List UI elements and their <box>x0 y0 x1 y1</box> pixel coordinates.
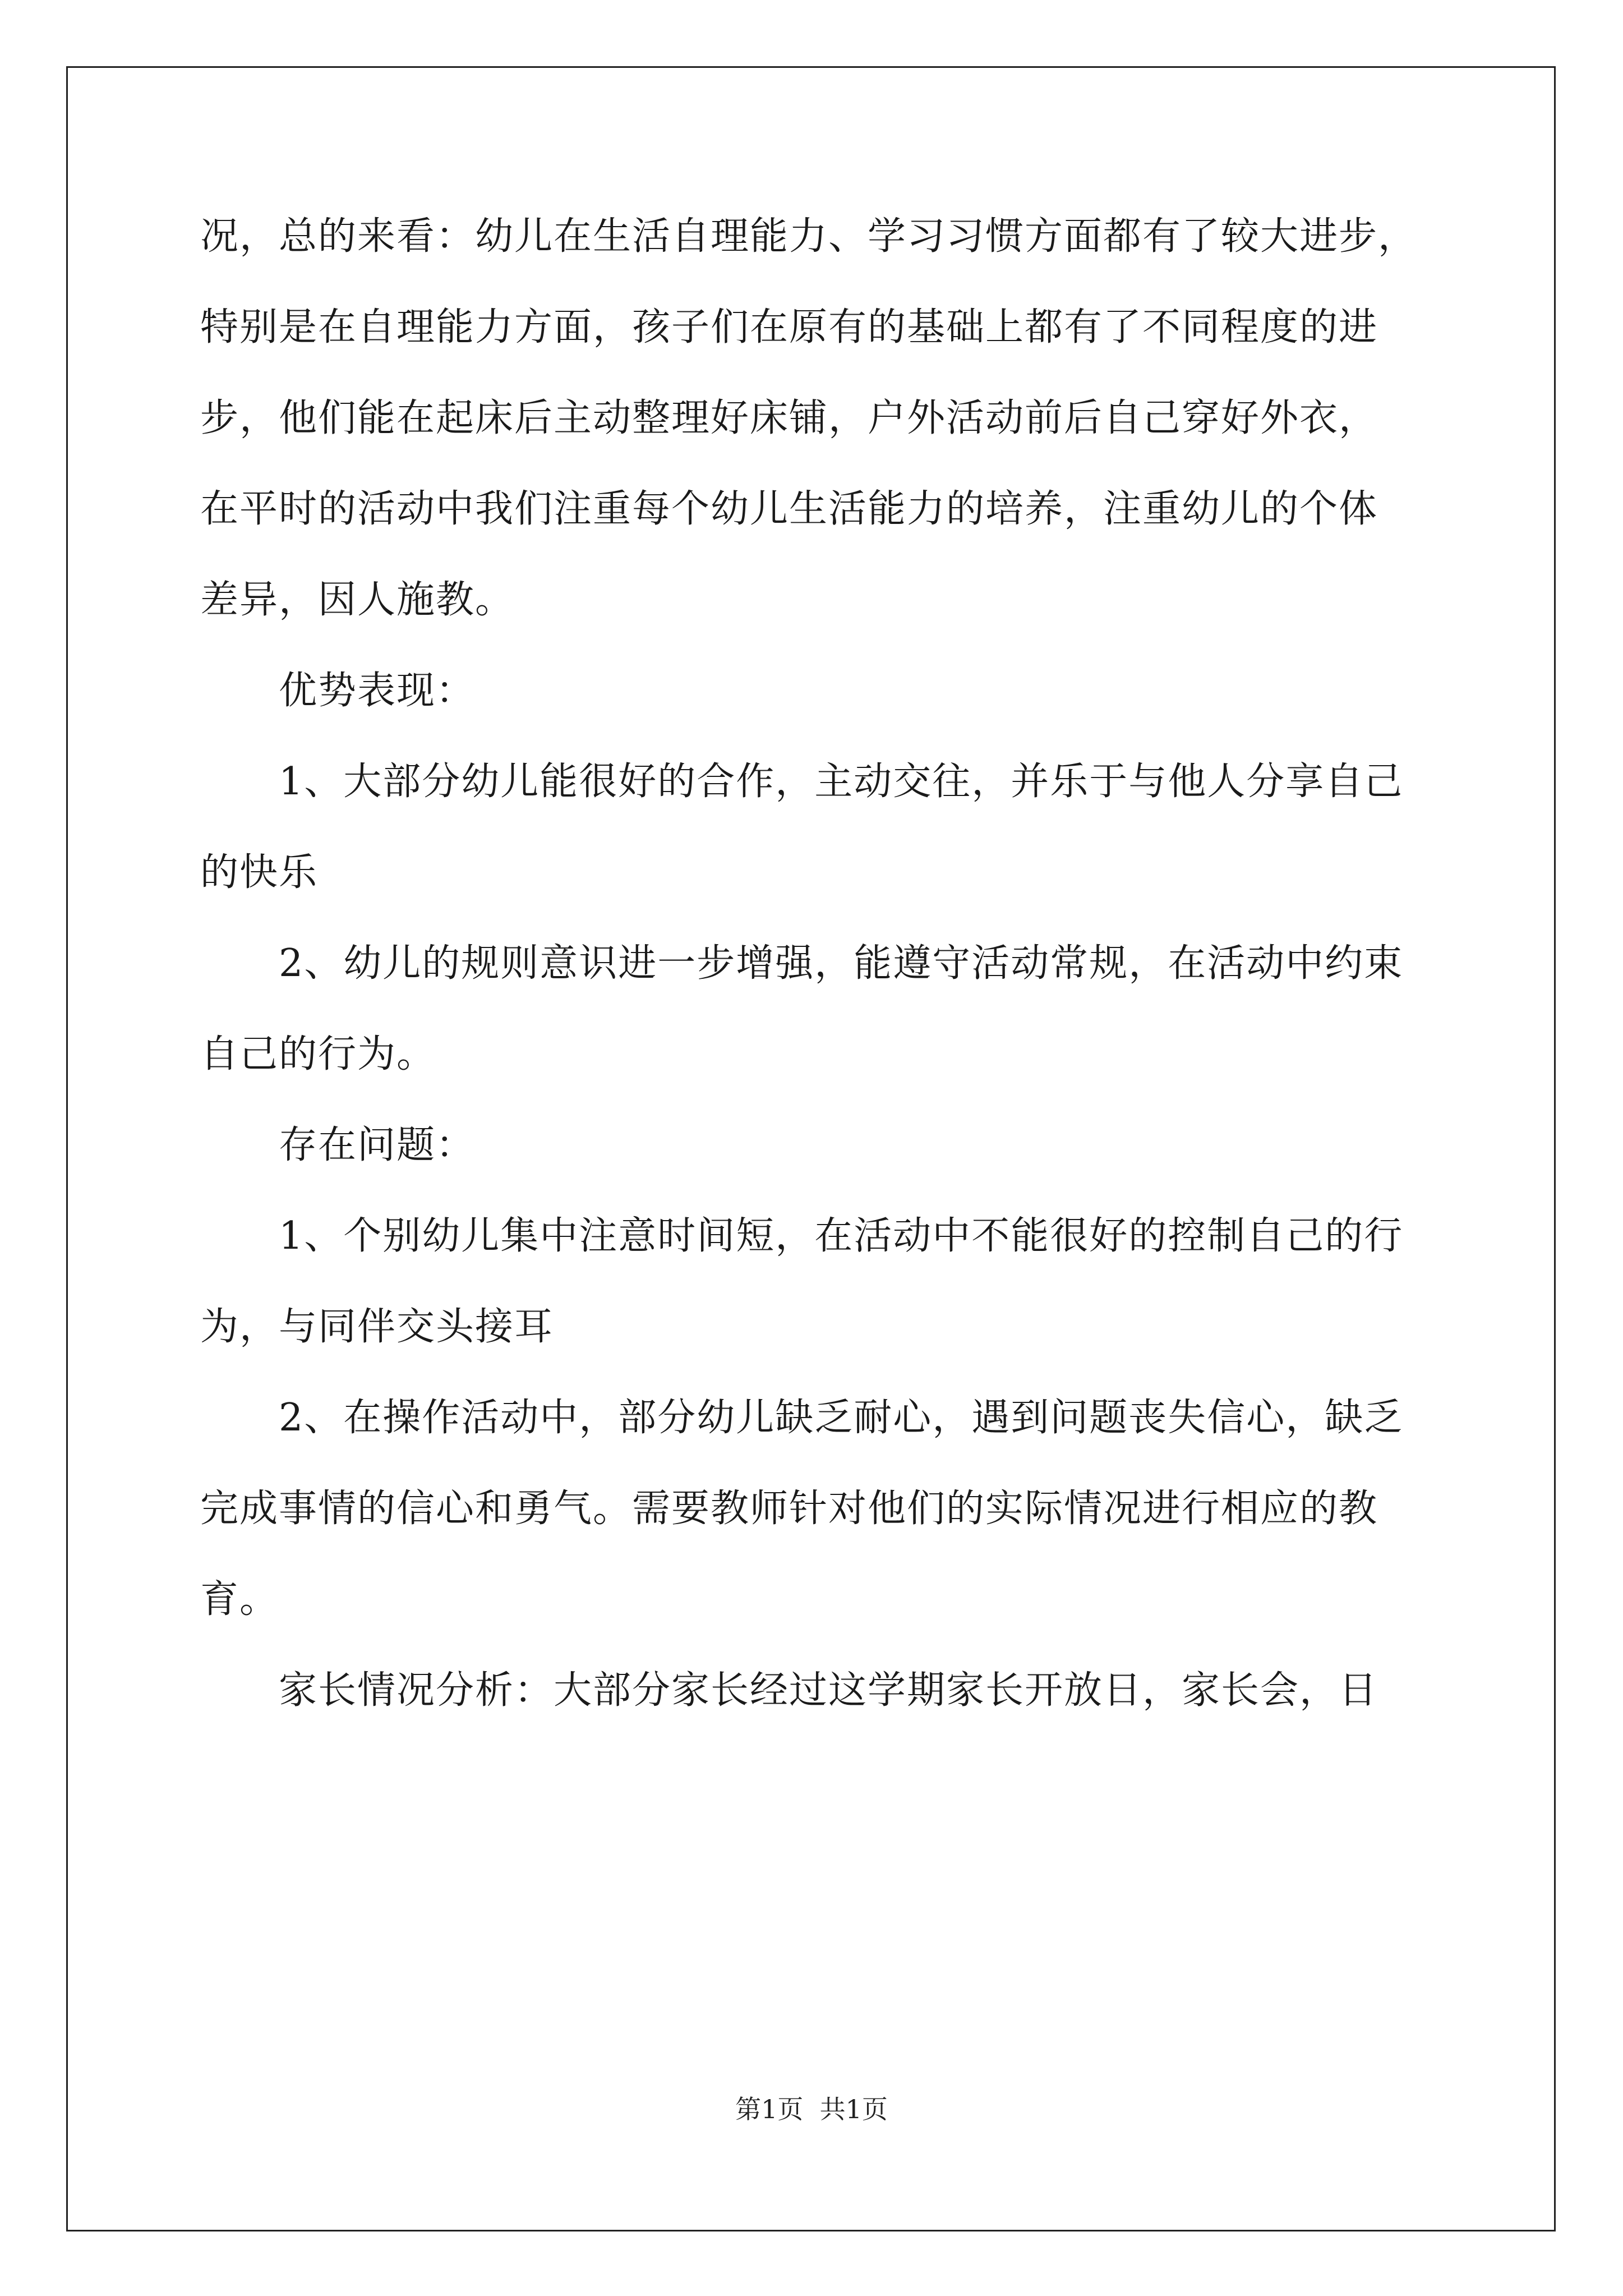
text-line: 特别是在自理能力方面，孩子们在原有的基础上都有了不同程度的进 <box>200 305 1378 349</box>
text-line: 步，他们能在起床后主动整理好床铺，户外活动前后自己穿好外衣， <box>200 396 1378 440</box>
text-line: 完成事情的信心和勇气。需要教师针对他们的实际情况进行相应的教 <box>200 1487 1378 1531</box>
section-heading-problems: 存在问题： <box>279 1123 476 1167</box>
text-line: 的快乐 <box>200 850 319 895</box>
section-heading-advantages: 优势表现： <box>279 669 476 713</box>
text-line: 2、幼儿的规则意识进一步增强，能遵守活动常规，在活动中约束 <box>279 941 1404 986</box>
text-line: 为，与同伴交头接耳 <box>200 1305 554 1349</box>
text-line: 家长情况分析：大部分家长经过这学期家长开放日，家长会，日 <box>279 1668 1378 1713</box>
text-line: 1、个别幼儿集中注意时间短，在活动中不能很好的控制自己的行 <box>279 1214 1404 1258</box>
text-line: 况，总的来看：幼儿在生活自理能力、学习习惯方面都有了较大进步， <box>200 214 1418 259</box>
text-line: 2、在操作活动中，部分幼儿缺乏耐心，遇到问题丧失信心，缺乏 <box>279 1396 1404 1440</box>
text-line: 差异，因人施教。 <box>200 578 515 622</box>
text-line: 在平时的活动中我们注重每个幼儿生活能力的培养，注重幼儿的个体 <box>200 487 1378 531</box>
text-line: 自己的行为。 <box>200 1032 436 1076</box>
text-line: 育。 <box>200 1577 279 1622</box>
page-footer: 第1页 共1页 <box>735 2094 888 2124</box>
text-line: 1、大部分幼儿能很好的合作，主动交往，并乐于与他人分享自己 <box>279 760 1404 804</box>
